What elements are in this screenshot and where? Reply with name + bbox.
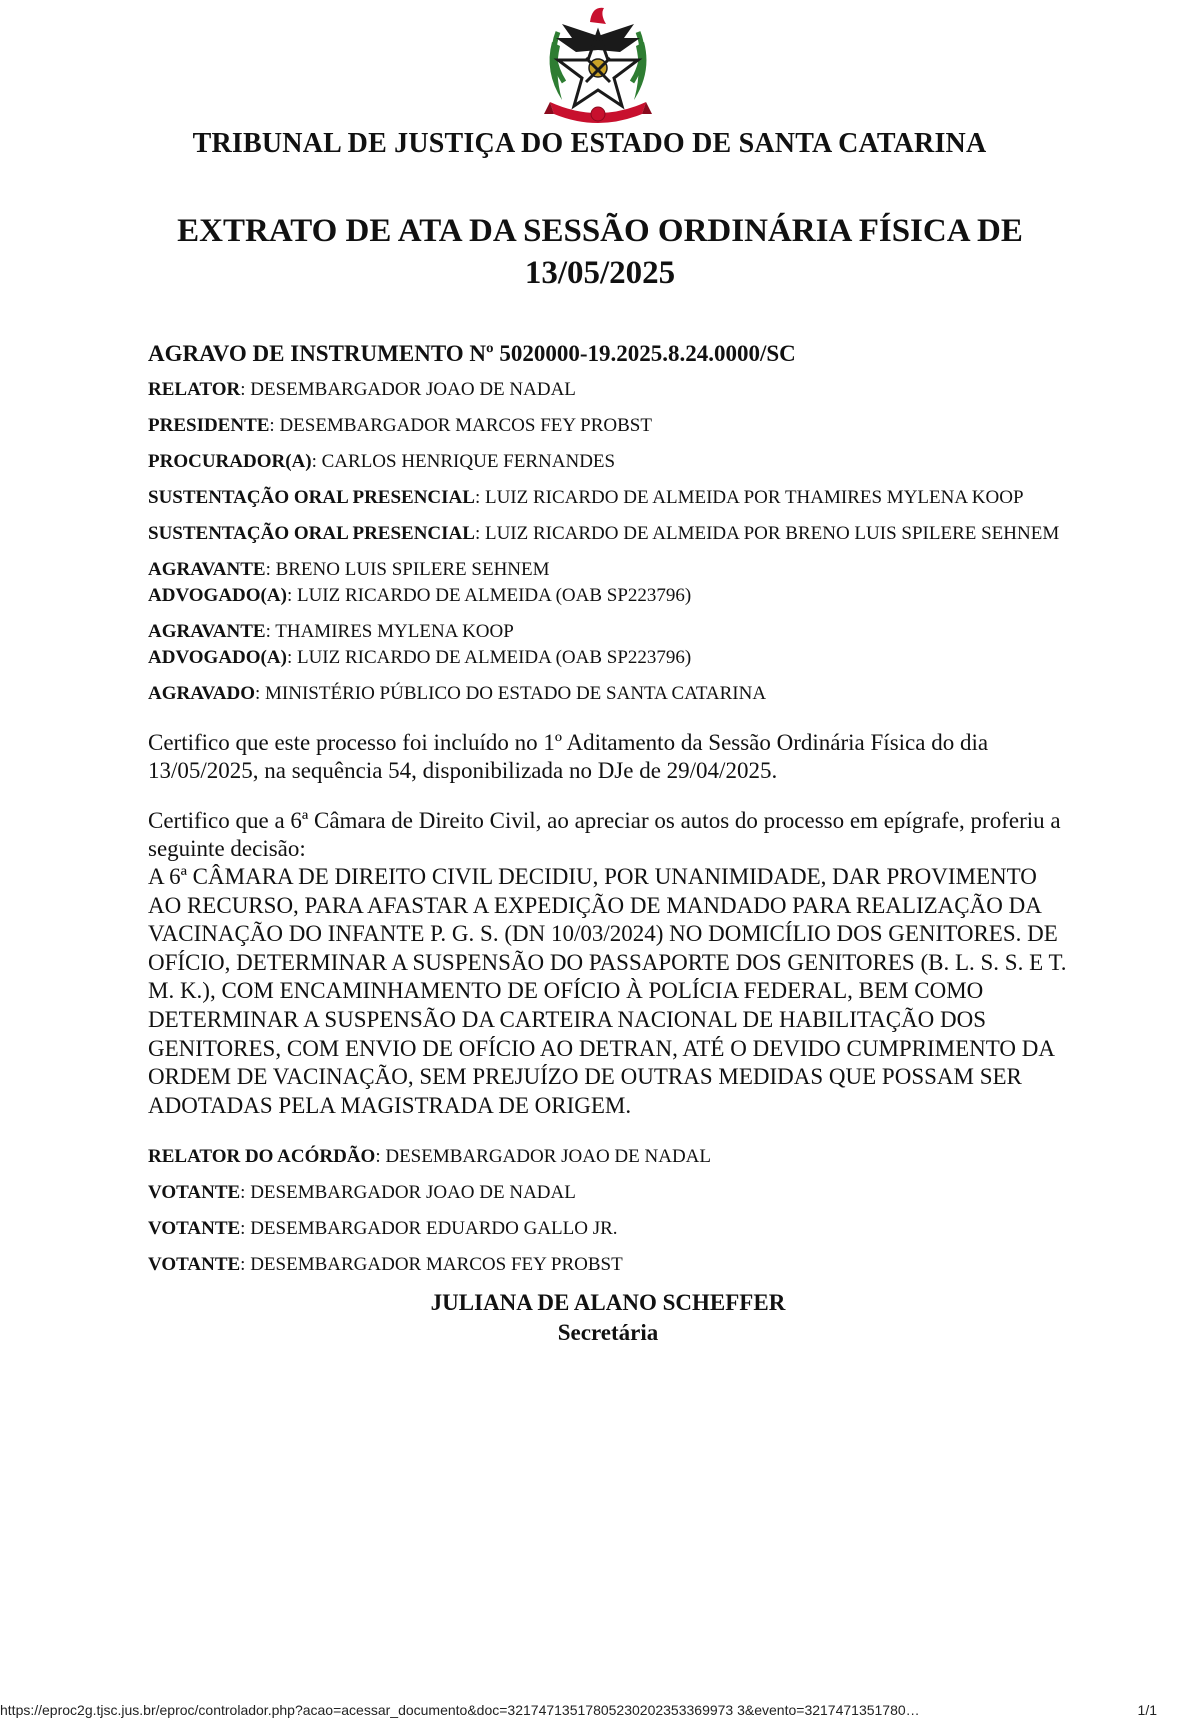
court-name: TRIBUNAL DE JUSTIÇA DO ESTADO DE SANTA CATARINA — [192, 128, 987, 159]
certificate-inclusion: Certifico que este processo foi incluído no 1º Aditamento da Sessão Ordinária Física do dia 13/05/2025, na sequência 54, disponibilizada no DJe de 29/04/2025. — [148, 730, 989, 783]
party-sustentacao-2 — [148, 521, 1068, 547]
page-title — [120, 210, 1080, 294]
field-value: : CARLOS HENRIQUE FERNANDES — [311, 451, 616, 472]
field-value: : THAMIRES MYLENA KOOP — [265, 621, 514, 642]
voting-votante-2 — [148, 1216, 1068, 1242]
coat-of-arms-icon — [542, 2, 654, 128]
party-agravante-2 — [148, 619, 1068, 645]
field-value: : LUIZ RICARDO DE ALMEIDA POR THAMIRES MYLENA KOOP — [474, 487, 1024, 508]
field-value: : LUIZ RICARDO DE ALMEIDA POR BRENO LUIS SPILERE SEHNEM — [474, 523, 1060, 544]
field-value: : LUIZ RICARDO DE ALMEIDA (OAB SP223796) — [286, 585, 692, 606]
document-url: https://eproc2g.tjsc.jus.br/eproc/controlador.php?acao=acessar_documento&doc=32174713517805230202353369973 3&evento=3217471351780… — [0, 1702, 920, 1718]
party-procurador — [148, 449, 1068, 475]
party-agravante-1 — [148, 557, 1068, 583]
page-counter: 1/1 — [1137, 1702, 1157, 1718]
field-label: RELATOR — [148, 379, 241, 400]
secretary-role: Secretária — [557, 1320, 659, 1346]
party-presidente — [148, 413, 1068, 439]
party-relator — [148, 377, 1068, 403]
title-line-1: EXTRATO DE ATA DA SESSÃO ORDINÁRIA FÍSICA DE — [177, 213, 1023, 249]
party-advogado-1 — [148, 583, 1068, 609]
field-label: AGRAVANTE — [148, 621, 266, 642]
field-label: VOTANTE — [148, 1218, 241, 1240]
field-label: PROCURADOR(A) — [148, 451, 312, 472]
field-label: ADVOGADO(A) — [148, 647, 287, 668]
field-value: : MINISTÉRIO PÚBLICO DO ESTADO DE SANTA CATARINA — [255, 683, 767, 704]
field-label: RELATOR DO ACÓRDÃO — [148, 1146, 376, 1168]
field-label: ADVOGADO(A) — [148, 585, 287, 606]
field-value: : BRENO LUIS SPILERE SEHNEM — [265, 559, 550, 580]
field-label: AGRAVANTE — [148, 559, 266, 580]
field-label: PRESIDENTE — [148, 415, 270, 436]
certificate-decision: Certifico que a 6ª Câmara de Direito Civil, ao apreciar os autos do processo em epígrafe, proferiu a seguinte decisão: — [148, 808, 1061, 861]
field-value: : DESEMBARGADOR MARCOS FEY PROBST — [240, 1254, 623, 1276]
secretary-name: JULIANA DE ALANO SCHEFFER — [430, 1290, 786, 1316]
field-value: : LUIZ RICARDO DE ALMEIDA (OAB SP223796) — [286, 647, 692, 668]
document-body — [148, 339, 1068, 1348]
print-footer — [0, 1702, 1179, 1722]
voting-votante-3 — [148, 1252, 1068, 1278]
party-advogado-2 — [148, 645, 1068, 671]
field-label: AGRAVADO — [148, 683, 255, 704]
voting-relator-acordao — [148, 1144, 1068, 1170]
title-line-2: 13/05/2025 — [524, 255, 676, 291]
field-label: VOTANTE — [148, 1182, 241, 1204]
field-value: : DESEMBARGADOR MARCOS FEY PROBST — [269, 415, 652, 436]
process-number: AGRAVO DE INSTRUMENTO Nº 5020000-19.2025.8.24.0000/SC — [148, 341, 796, 366]
voting-votante-1 — [148, 1180, 1068, 1206]
field-value: : DESEMBARGADOR JOAO DE NADAL — [240, 379, 576, 400]
field-value: : DESEMBARGADOR JOAO DE NADAL — [375, 1146, 712, 1168]
party-agravado — [148, 681, 1068, 707]
secretary-signature — [148, 1288, 1068, 1348]
field-label: SUSTENTAÇÃO ORAL PRESENCIAL — [148, 523, 475, 544]
decision-text: A 6ª CÂMARA DE DIREITO CIVIL DECIDIU, POR UNANIMIDADE, DAR PROVIMENTO AO RECURSO, PARA AFASTAR A EXPEDIÇÃO DE MANDADO PARA REALIZAÇÃO DA VACINAÇÃO DO INFANTE P. G. S. (DN 10/03/2024) NO DOMICÍLIO DOS GENITORES. DE OFÍCIO, DETERMINAR A SUSPENSÃO DO PASSAPORTE DOS GENITORES (B. L. S. S. E T. M. K.), COM ENCAMINHAMENTO DE OFÍCIO À POLÍCIA FEDERAL, BEM COMO DETERMINAR A SUSPENSÃO DA CARTEIRA NACIONAL DE HABILITAÇÃO DOS GENITORES, COM ENVIO DE OFÍCIO AO DETRAN, ATÉ O DEVIDO CUMPRIMENTO DA ORDEM DE VACINAÇÃO, SEM PREJUÍZO DE OUTRAS MEDIDAS QUE POSSAM SER ADOTADAS PELA MAGISTRADA DE ORIGEM. — [148, 864, 1067, 1118]
field-label: VOTANTE — [148, 1254, 241, 1276]
field-value: : DESEMBARGADOR EDUARDO GALLO JR. — [240, 1218, 618, 1240]
field-label: SUSTENTAÇÃO ORAL PRESENCIAL — [148, 487, 475, 508]
field-value: : DESEMBARGADOR JOAO DE NADAL — [240, 1182, 576, 1204]
party-sustentacao-1 — [148, 485, 1068, 511]
